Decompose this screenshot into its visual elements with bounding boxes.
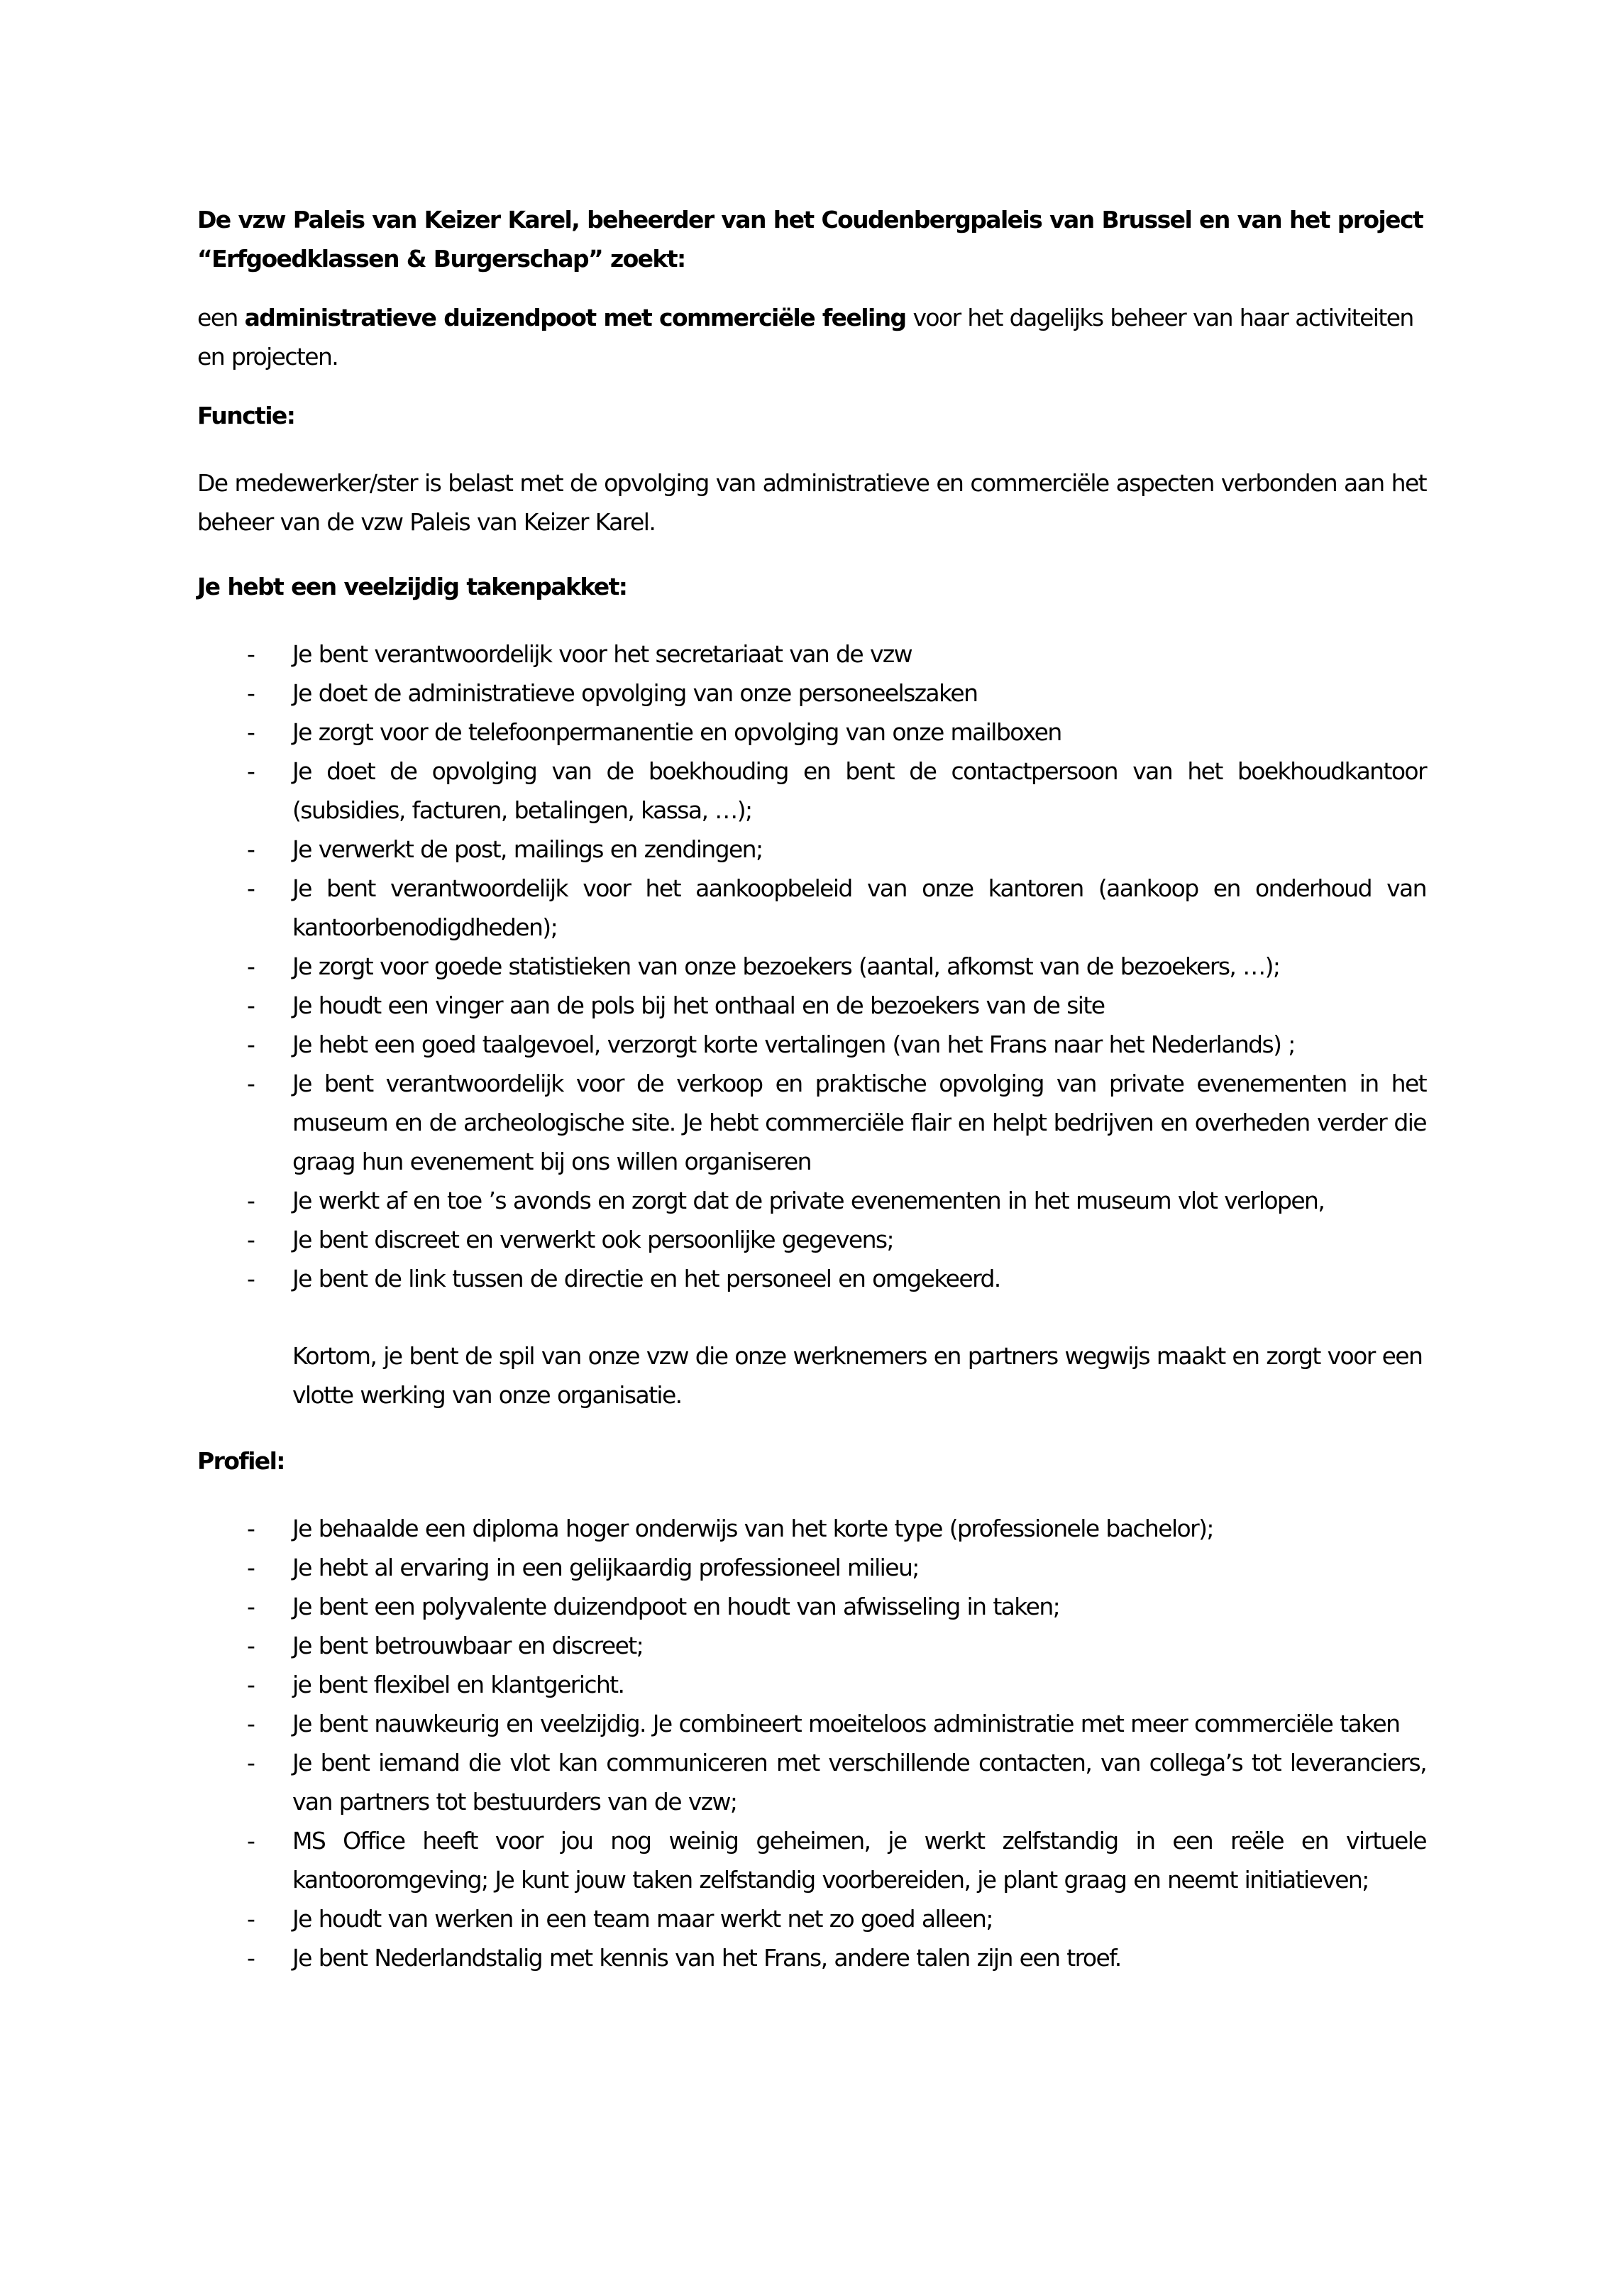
task-text: Je bent verantwoordelijk voor het aankoopbeleid van onze kantoren (aankoop en onderhoud van kantoorbenodigdheden); [292, 874, 1426, 941]
task-text: Je houdt een vinger aan de pols bij het onthaal en de bezoekers van de site [292, 992, 1105, 1019]
task-text: Je zorgt voor goede statistieken van onze bezoekers (aantal, afkomst van de bezoekers, …); [292, 952, 1280, 980]
profile-text: Je hebt al ervaring in een gelijkaardig professioneel milieu; [292, 1554, 919, 1581]
intro-bold-phrase: administratieve duizendpoot met commerciële feeling [244, 304, 906, 331]
profile-text: Je bent een polyvalente duizendpoot en houdt van afwisseling in taken; [292, 1593, 1060, 1620]
dash-bullet-icon: - [247, 1226, 255, 1253]
dash-bullet-icon: - [247, 718, 255, 746]
task-text: Je bent verantwoordelijk voor het secretariaat van de vzw [292, 640, 912, 668]
task-item [197, 1064, 1426, 1181]
task-item [197, 947, 1426, 986]
dash-bullet-icon: - [247, 1944, 255, 1972]
task-item [197, 713, 1426, 752]
intro-suffix: voor het dagelijks beheer van haar activiteiten en projecten. [197, 304, 1413, 370]
dash-bullet-icon: - [247, 874, 255, 902]
dash-bullet-icon: - [247, 992, 255, 1019]
tasks-heading: Je hebt een veelzijdig takenpakket: [197, 573, 627, 600]
profile-text: MS Office heeft voor jou nog weinig geheimen, je werkt zelfstandig in een reële en virtuele kantooromgeving; Je kunt jouw taken zelfstandig voorbereiden, je plant graag en neemt initiatieven; [292, 1827, 1426, 1894]
dash-bullet-icon: - [247, 679, 255, 707]
dash-bullet-icon: - [247, 1671, 255, 1698]
profile-item [197, 1665, 1426, 1704]
profile-item [197, 1743, 1426, 1821]
task-item [197, 1220, 1426, 1259]
task-text: Je werkt af en toe ’s avonds en zorgt dat de private evenementen in het museum vlot verlopen, [292, 1187, 1325, 1214]
task-item [197, 869, 1426, 947]
task-text: Je doet de administratieve opvolging van onze personeelszaken [292, 679, 978, 707]
task-item [197, 1025, 1426, 1064]
profile-item [197, 1548, 1426, 1587]
profile-text: je bent flexibel en klantgericht. [292, 1671, 624, 1698]
intro-paragraph [197, 298, 1426, 376]
dash-bullet-icon: - [247, 1905, 255, 1933]
profile-item [197, 1509, 1426, 1548]
function-description: De medewerker/ster is belast met de opvolging van administratieve en commerciële aspecten verbonden aan het beheer van de vzw Paleis van Keizer Karel. [197, 469, 1426, 536]
dash-bullet-icon: - [247, 1515, 255, 1542]
dash-bullet-icon: - [247, 1187, 255, 1214]
dash-bullet-icon: - [247, 1710, 255, 1737]
profile-item [197, 1704, 1426, 1743]
dash-bullet-icon: - [247, 1070, 255, 1097]
profile-item [197, 1587, 1426, 1626]
profile-item [197, 1938, 1426, 1977]
task-text: Je bent verantwoordelijk voor de verkoop en praktische opvolging van private evenementen in het museum en de archeologische site. Je hebt commerciële flair en helpt bedrijven en overheden verder die graag hun evenement bij ons willen organiseren [292, 1070, 1426, 1175]
dash-bullet-icon: - [247, 1265, 255, 1292]
task-item [197, 830, 1426, 869]
profile-list [197, 1509, 1426, 1977]
profile-heading: Profiel: [197, 1447, 285, 1475]
profile-text: Je houdt van werken in een team maar werkt net zo goed alleen; [292, 1905, 993, 1933]
task-text: Je bent discreet en verwerkt ook persoonlijke gegevens; [292, 1226, 894, 1253]
tasks-list [197, 635, 1426, 1298]
dash-bullet-icon: - [247, 1749, 255, 1776]
task-item [197, 635, 1426, 674]
dash-bullet-icon: - [247, 640, 255, 668]
task-text: Je hebt een goed taalgevoel, verzorgt korte vertalingen (van het Frans naar het Nederlands) ; [292, 1031, 1295, 1058]
task-text: Je zorgt voor de telefoonpermanentie en opvolging van onze mailboxen [292, 718, 1061, 746]
dash-bullet-icon: - [247, 835, 255, 863]
task-item [197, 1259, 1426, 1298]
task-text: Je bent de link tussen de directie en het personeel en omgekeerd. [292, 1265, 1000, 1292]
dash-bullet-icon: - [247, 952, 255, 980]
task-item [197, 1181, 1426, 1220]
task-item [197, 986, 1426, 1025]
profile-item [197, 1626, 1426, 1665]
dash-bullet-icon: - [247, 1593, 255, 1620]
profile-item [197, 1899, 1426, 1938]
dash-bullet-icon: - [247, 1031, 255, 1058]
task-text: Je doet de opvolging van de boekhouding en bent de contactpersoon van het boekhoudkantoor (subsidies, facturen, betalingen, kassa, …); [292, 757, 1426, 824]
dash-bullet-icon: - [247, 757, 255, 785]
profile-text: Je bent Nederlandstalig met kennis van het Frans, andere talen zijn een troef. [292, 1944, 1121, 1972]
function-heading: Functie: [197, 402, 295, 429]
document-body [197, 200, 1426, 1977]
profile-text: Je bent nauwkeurig en veelzijdig. Je combineert moeiteloos administratie met meer commerciële taken [292, 1710, 1400, 1737]
dash-bullet-icon: - [247, 1554, 255, 1581]
task-text: Je verwerkt de post, mailings en zendingen; [292, 835, 763, 863]
intro-title: De vzw Paleis van Keizer Karel, beheerder van het Coudenbergpaleis van Brussel en van het project “Erfgoedklassen & Burgerschap” zoekt: [197, 206, 1423, 273]
profile-item [197, 1821, 1426, 1899]
intro-prefix: een [197, 304, 245, 331]
closing-paragraph: Kortom, je bent de spil van onze vzw die onze werknemers en partners wegwijs maakt en zorgt voor een vlotte werking van onze organisatie. [292, 1342, 1423, 1409]
dash-bullet-icon: - [247, 1827, 255, 1855]
dash-bullet-icon: - [247, 1632, 255, 1659]
task-item [197, 752, 1426, 830]
profile-text: Je behaalde een diploma hoger onderwijs van het korte type (professionele bachelor); [292, 1515, 1213, 1542]
task-item [197, 674, 1426, 713]
profile-text: Je bent betrouwbaar en discreet; [292, 1632, 644, 1659]
profile-text: Je bent iemand die vlot kan communiceren met verschillende contacten, van collega’s tot leveranciers, van partners tot bestuurders van de vzw; [292, 1749, 1426, 1816]
